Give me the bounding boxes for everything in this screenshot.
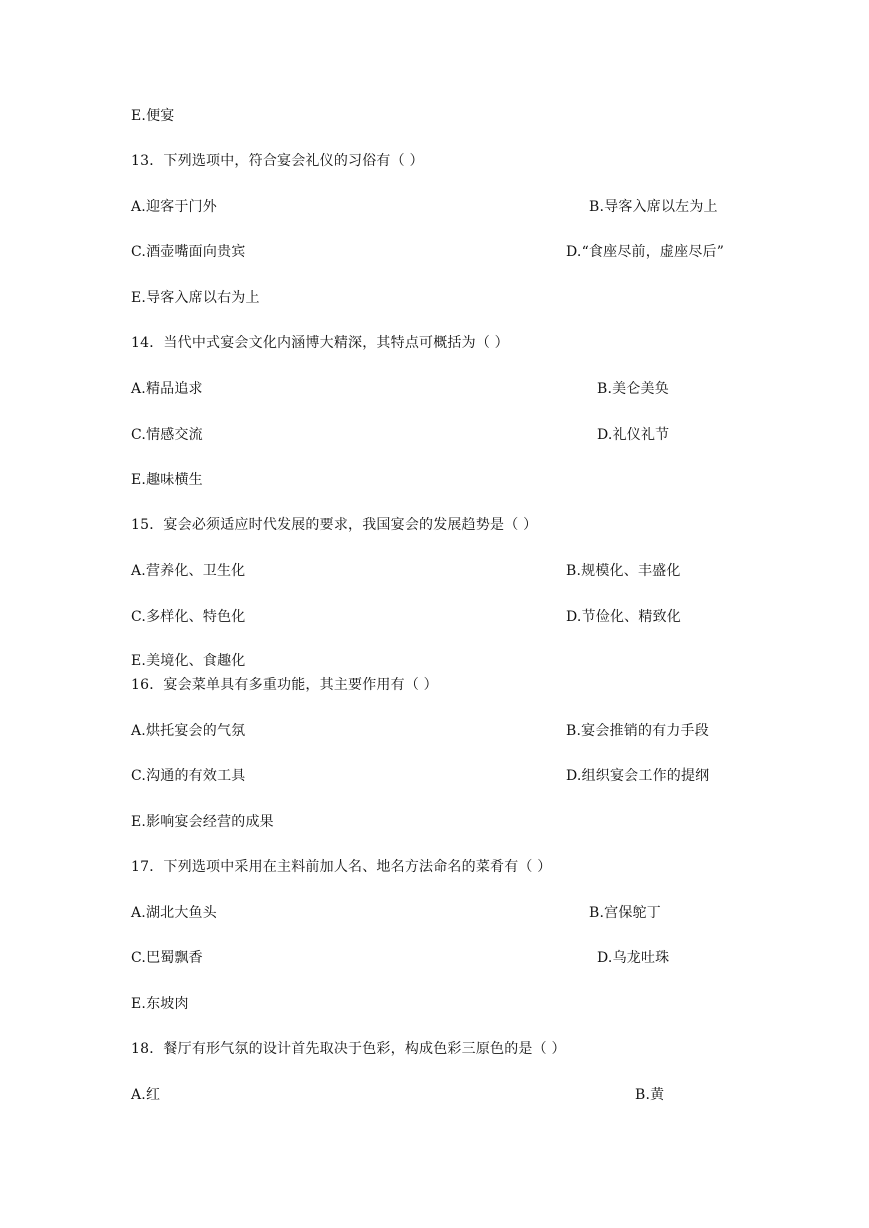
question-15-stem: 15．宴会必须适应时代发展的要求，我国宴会的发展趋势是（ ） bbox=[131, 517, 538, 533]
question-16-option-e: E.影响宴会经营的成果 bbox=[131, 814, 274, 830]
question-17-stem: 17．下列选项中采用在主料前加人名、地名方法命名的菜肴有（ ） bbox=[131, 859, 552, 875]
question-13-option-a: A.迎客于门外 bbox=[131, 199, 217, 215]
question-15-option-c: C.多样化、特色化 bbox=[131, 609, 246, 625]
question-14-option-d: D.礼仪礼节 bbox=[597, 427, 670, 443]
question-17-option-d: D.乌龙吐珠 bbox=[597, 950, 670, 966]
question-14-option-b: B.美仑美奂 bbox=[597, 381, 669, 397]
question-13-option-d: D.“食座尽前，虚座尽后” bbox=[566, 244, 725, 260]
question-15-option-b: B.规模化、丰盛化 bbox=[566, 563, 681, 579]
question-15-option-a: A.营养化、卫生化 bbox=[131, 563, 246, 579]
question-18-option-a: A.红 bbox=[131, 1087, 161, 1103]
question-13-option-b: B.导客入席以左为上 bbox=[589, 199, 718, 215]
question-15-option-e: E.美境化、食趣化 bbox=[131, 653, 246, 669]
question-13-option-e: E.导客入席以右为上 bbox=[131, 290, 260, 306]
option-e-prev: E.便宴 bbox=[131, 108, 175, 124]
question-16-option-c: C.沟通的有效工具 bbox=[131, 768, 246, 784]
question-14-option-a: A.精品追求 bbox=[131, 381, 203, 397]
question-14-option-c: C.情感交流 bbox=[131, 427, 203, 443]
question-18-stem: 18．餐厅有形气氛的设计首先取决于色彩，构成色彩三原色的是（ ） bbox=[131, 1041, 566, 1057]
question-16-option-a: A.烘托宴会的气氛 bbox=[131, 723, 246, 739]
question-17-option-b: B.宫保鸵丁 bbox=[589, 905, 661, 921]
question-16-option-b: B.宴会推销的有力手段 bbox=[566, 723, 709, 739]
question-15-option-d: D.节俭化、精致化 bbox=[566, 609, 681, 625]
question-18-option-b: B.黄 bbox=[635, 1087, 665, 1103]
question-13-option-c: C.酒壶嘴面向贵宾 bbox=[131, 244, 246, 260]
question-14-option-e: E.趣味横生 bbox=[131, 472, 203, 488]
question-17-option-c: C.巴蜀飘香 bbox=[131, 950, 203, 966]
question-17-option-e: E.东坡肉 bbox=[131, 996, 189, 1012]
question-17-option-a: A.湖北大鱼头 bbox=[131, 905, 217, 921]
question-13-stem: 13．下列选项中，符合宴会礼仪的习俗有（ ） bbox=[131, 153, 424, 169]
question-16-option-d: D.组织宴会工作的提纲 bbox=[566, 768, 710, 784]
question-14-stem: 14．当代中式宴会文化内涵博大精深，其特点可概括为（ ） bbox=[131, 335, 509, 351]
question-16-stem: 16．宴会菜单具有多重功能，其主要作用有（ ） bbox=[131, 677, 438, 693]
